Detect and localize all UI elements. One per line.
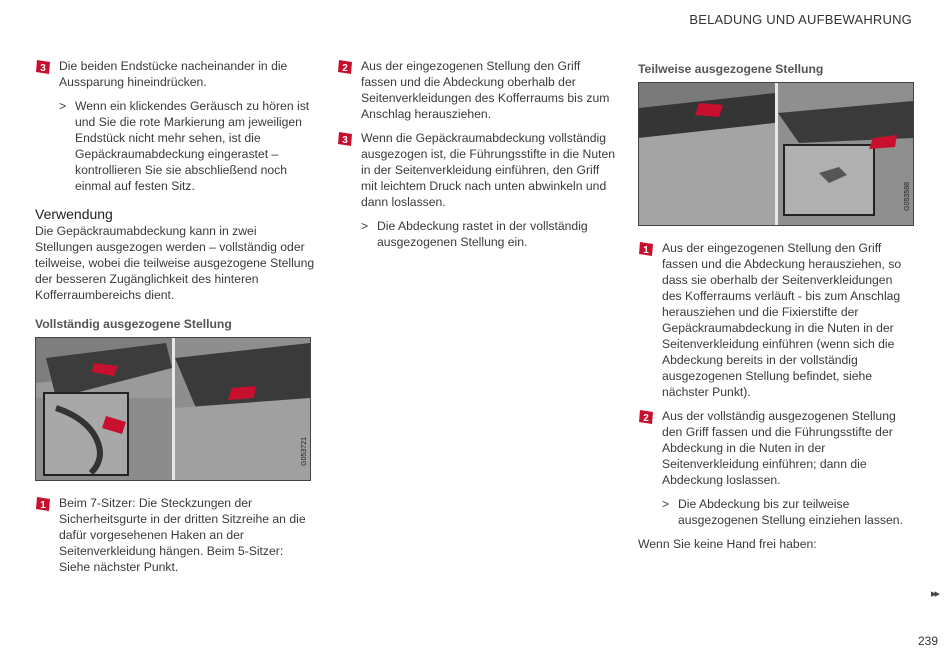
svg-text:1: 1 bbox=[643, 245, 649, 256]
step-2-result-text: Die Abdeckung bis zur teilweise ausgezogenen Stellung einziehen lassen. bbox=[678, 497, 903, 527]
result-arrow-icon: > bbox=[361, 219, 369, 233]
section-heading: Verwendung bbox=[35, 206, 113, 222]
continue-arrows-icon: ▸▸ bbox=[930, 588, 938, 600]
step-3-text: Die beiden Endstücke nacheinander in die Aussparung hineindrücken. bbox=[59, 59, 288, 89]
step-2-marker-icon bbox=[337, 59, 353, 75]
closing-paragraph: Wenn Sie keine Hand frei haben: bbox=[638, 537, 817, 551]
result-arrow-icon: > bbox=[59, 99, 67, 113]
step-1 bbox=[35, 495, 315, 575]
step-3-result-text: Wenn ein klickendes Geräusch zu hören ist und Sie die rote Markierung am jeweiligen Endstück nicht mehr sehen, ist die Gepäckraumabdeckung eingerastet – kontrollieren Sie sie abschließend noch einmal auf festen Sitz. bbox=[75, 99, 310, 193]
step-2-result bbox=[638, 496, 913, 528]
svg-text:2: 2 bbox=[643, 413, 649, 424]
step-3-marker-icon bbox=[35, 59, 51, 75]
svg-text:3: 3 bbox=[342, 135, 348, 146]
step-1-marker-icon bbox=[35, 496, 51, 512]
step-2 bbox=[638, 408, 913, 488]
svg-text:2: 2 bbox=[342, 63, 348, 74]
step-3 bbox=[35, 58, 315, 90]
svg-text:1: 1 bbox=[40, 500, 46, 511]
svg-text:3: 3 bbox=[40, 63, 46, 74]
step-3-text: Wenn die Gepäckraumabdeckung vollständig ausgezogen ist, die Führungsstifte in die Nuten in der Seitenverkleidung einführen, den Griff mit leichtem Druck nach unten abwinkeln und dann loslassen. bbox=[361, 131, 616, 209]
illustration-partial-position bbox=[638, 82, 914, 226]
result-arrow-icon: > bbox=[662, 497, 670, 511]
step-1-text: Beim 7-Sitzer: Die Steckzungen der Sicherheitsgurte in der dritten Sitzreihe an die dafür vorgesehenen Haken an der Seitenverkleidung hängen. Beim 5-Sitzer: Siehe nächster Punkt. bbox=[59, 496, 306, 574]
image-divider bbox=[172, 338, 175, 480]
page-number: 239 bbox=[917, 634, 938, 648]
image-code: G053721 bbox=[301, 437, 308, 466]
illustration-full-position bbox=[35, 337, 311, 481]
step-1 bbox=[638, 240, 913, 400]
step-3-result-text: Die Abdeckung rastet in der vollständig ausgezogenen Stellung ein. bbox=[377, 219, 588, 249]
step-2-text: Aus der eingezogenen Stellung den Griff fassen und die Abdeckung oberhalb der Seitenverkleidungen des Kofferraums bis zum Anschlag herausziehen. bbox=[361, 59, 610, 121]
subheading-partial-position: Teilweise ausgezogene Stellung bbox=[638, 62, 824, 76]
column-2 bbox=[337, 58, 617, 258]
step-3-result bbox=[35, 98, 315, 194]
subheading-full-position: Vollständig ausgezogene Stellung bbox=[35, 317, 232, 331]
step-3-marker-icon bbox=[337, 131, 353, 147]
intro-paragraph: Die Gepäckraumabdeckung kann in zwei Stellungen ausgezogen werden – vollständig oder teilweise, wobei die teilweise ausgezogene Stellung der besseren Zugänglichkeit des hinteren Kofferraumbereichs dient. bbox=[35, 224, 315, 302]
step-2-text: Aus der vollständig ausgezogenen Stellung den Griff fassen und die Führungsstifte der Abdeckung in die Nuten in der Seitenverkleidung einführen; dann die Abdeckung loslassen. bbox=[662, 409, 896, 487]
step-2 bbox=[337, 58, 617, 122]
step-1-marker-icon bbox=[638, 241, 654, 257]
step-2-marker-icon bbox=[638, 409, 654, 425]
step-1-text: Aus der eingezogenen Stellung den Griff fassen und die Abdeckung herausziehen, so dass sie oberhalb der Seitenverkleidungen des Kofferraums verläuft - bis zum Anschlag herausziehen und die Fixierstifte der Gepäckraumabdeckung in die Nuten in der Seitenverkleidung einführen (wenn sich die Abdeckung bereits in der vollständig ausgezogenen Stellung befindet, siehe nächster Punkt). bbox=[662, 241, 902, 399]
step-3-result bbox=[337, 218, 617, 250]
image-code: G053588 bbox=[904, 182, 911, 211]
column-3 bbox=[638, 58, 913, 562]
section-header: BELADUNG UND AUFBEWAHRUNG bbox=[689, 12, 912, 27]
image-divider bbox=[775, 83, 778, 225]
step-3 bbox=[337, 130, 617, 210]
column-1 bbox=[35, 58, 315, 583]
